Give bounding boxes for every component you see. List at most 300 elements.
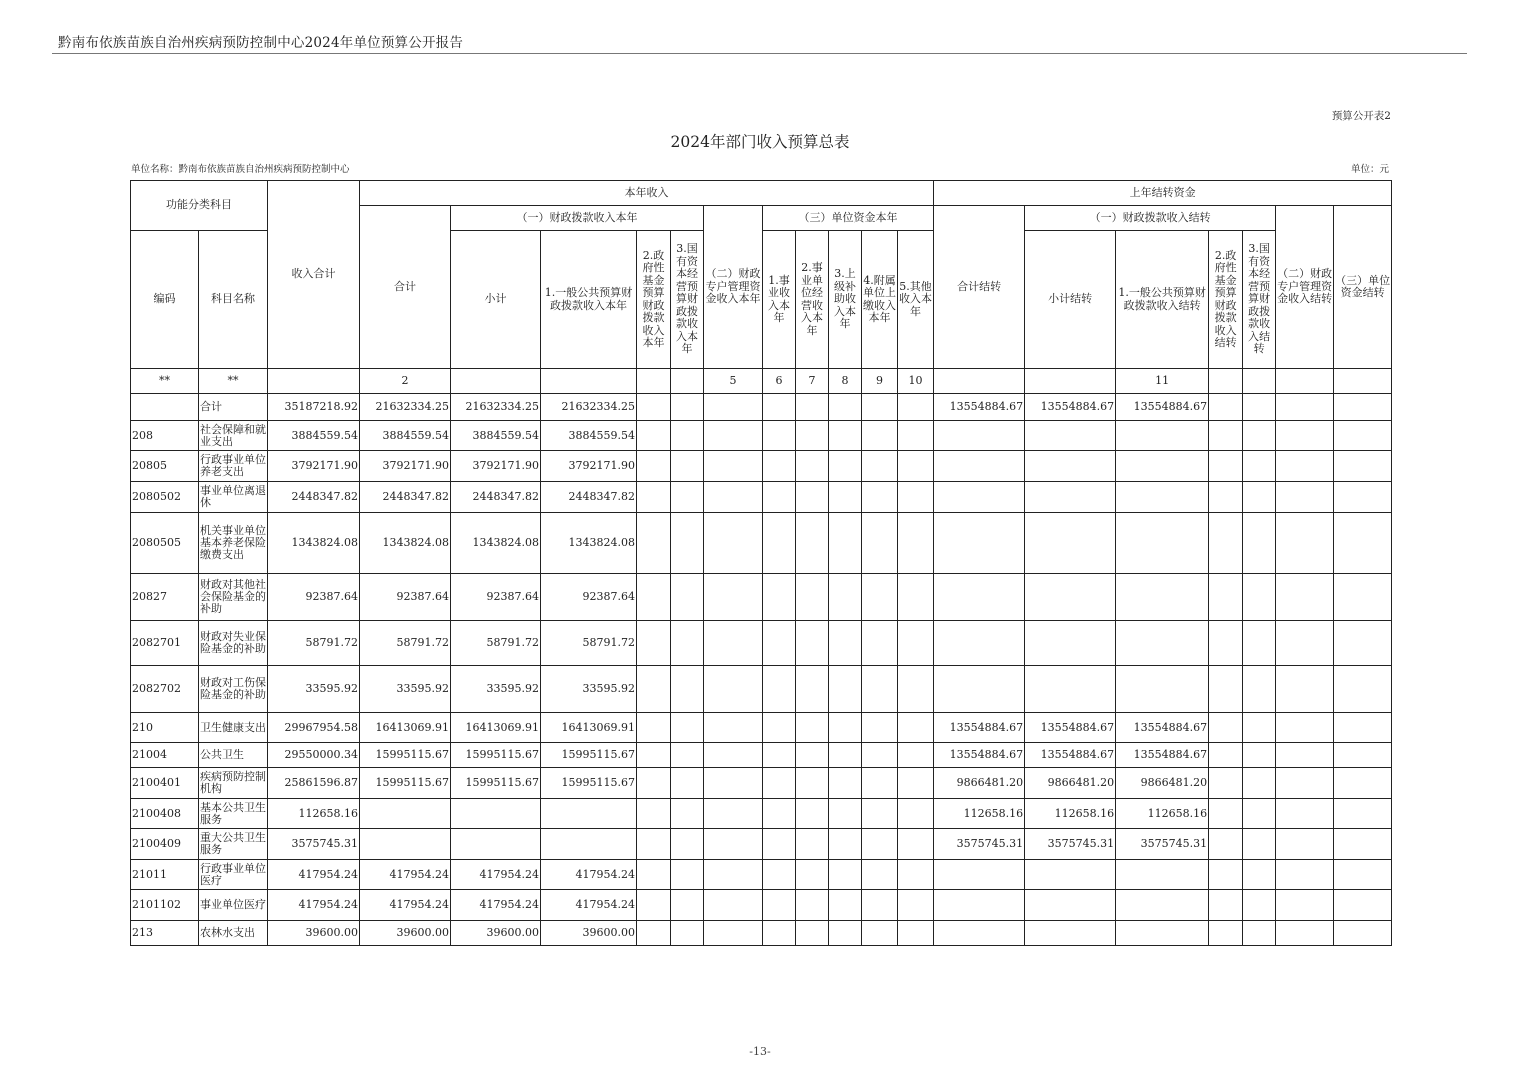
empty-cell: [829, 482, 862, 513]
empty-cell: [637, 799, 671, 829]
empty-cell: [898, 621, 934, 666]
current-total-cell: 417954.24: [360, 890, 451, 921]
empty-cell: [1334, 482, 1392, 513]
header-other-income: 5.其他收入本年: [898, 231, 934, 369]
empty-cell: [1209, 921, 1243, 946]
current-total-cell: [360, 829, 451, 860]
empty-cell: [862, 482, 898, 513]
header-subordinate-income: 4.附属单位上缴收入本年: [862, 231, 898, 369]
empty-cell: [862, 768, 898, 799]
general-carry-cell: [1116, 860, 1209, 890]
index-cell: [671, 369, 704, 394]
general-budget-cell: 58791.72: [541, 621, 637, 666]
income-total-cell: 417954.24: [268, 890, 360, 921]
subject-code: 2101102: [131, 890, 199, 921]
general-carry-cell: 13554884.67: [1116, 743, 1209, 768]
empty-cell: [637, 743, 671, 768]
empty-cell: [1276, 921, 1334, 946]
general-carry-cell: [1116, 890, 1209, 921]
empty-cell: [671, 482, 704, 513]
income-total-cell: 112658.16: [268, 799, 360, 829]
empty-cell: [704, 451, 763, 482]
empty-cell: [1334, 421, 1392, 451]
empty-cell: [1243, 394, 1276, 421]
empty-cell: [704, 421, 763, 451]
header-unit-carry: （三）单位资金结转: [1334, 206, 1392, 369]
empty-cell: [898, 743, 934, 768]
subject-code: 2080505: [131, 513, 199, 574]
empty-cell: [1276, 513, 1334, 574]
empty-cell: [898, 890, 934, 921]
subject-name: 卫生健康支出: [199, 713, 268, 743]
page-number: -13-: [749, 1045, 771, 1058]
general-budget-cell: 3884559.54: [541, 421, 637, 451]
empty-cell: [1276, 451, 1334, 482]
empty-cell: [829, 666, 862, 713]
empty-cell: [637, 482, 671, 513]
index-cell: [637, 369, 671, 394]
subject-code: 2100408: [131, 799, 199, 829]
empty-cell: [796, 890, 829, 921]
header-prior-year: 上年结转资金: [934, 181, 1392, 206]
empty-cell: [862, 574, 898, 621]
header-income-total: 收入合计: [268, 181, 360, 369]
empty-cell: [1209, 713, 1243, 743]
header-fiscal-current: （一）财政拨款收入本年: [451, 206, 704, 231]
index-cell: 10: [898, 369, 934, 394]
empty-cell: [898, 829, 934, 860]
header-unit-funds: （三）单位资金本年: [763, 206, 934, 231]
general-budget-cell: 15995115.67: [541, 768, 637, 799]
table-row: [131, 743, 1392, 768]
index-cell: [268, 369, 360, 394]
income-total-cell: 2448347.82: [268, 482, 360, 513]
header-fiscal-carry: （一）财政拨款收入结转: [1025, 206, 1276, 231]
table-row: [131, 921, 1392, 946]
empty-cell: [862, 860, 898, 890]
carry-total-cell: [934, 482, 1025, 513]
carry-subtotal-cell: [1025, 890, 1116, 921]
empty-cell: [763, 621, 796, 666]
fiscal-subtotal-cell: 1343824.08: [451, 513, 541, 574]
empty-cell: [1334, 768, 1392, 799]
empty-cell: [1243, 890, 1276, 921]
subject-code: 21011: [131, 860, 199, 890]
carry-subtotal-cell: [1025, 921, 1116, 946]
fiscal-subtotal-cell: 16413069.91: [451, 713, 541, 743]
subject-name: 行政事业单位养老支出: [199, 451, 268, 482]
empty-cell: [1243, 829, 1276, 860]
empty-cell: [862, 743, 898, 768]
empty-cell: [1276, 890, 1334, 921]
subject-name: 基本公共卫生服务: [199, 799, 268, 829]
empty-cell: [1276, 666, 1334, 713]
index-cell: **: [199, 369, 268, 394]
current-total-cell: 3792171.90: [360, 451, 451, 482]
empty-cell: [637, 829, 671, 860]
table-row: [131, 394, 1392, 421]
empty-cell: [671, 451, 704, 482]
empty-cell: [1334, 451, 1392, 482]
table-row: [131, 890, 1392, 921]
index-cell: 6: [763, 369, 796, 394]
empty-cell: [671, 890, 704, 921]
current-total-cell: 58791.72: [360, 621, 451, 666]
index-cell: 8: [829, 369, 862, 394]
running-header: 黔南布依族苗族自治州疾病预防控制中心2024年单位预算公开报告: [58, 35, 464, 51]
header-business-income: 1.事业收入本年: [763, 231, 796, 369]
carry-total-cell: [934, 451, 1025, 482]
budget-table: [130, 180, 1392, 946]
empty-cell: [829, 743, 862, 768]
empty-cell: [1334, 713, 1392, 743]
subject-code: 2080502: [131, 482, 199, 513]
general-carry-cell: 112658.16: [1116, 799, 1209, 829]
index-cell: [1025, 369, 1116, 394]
subject-code: [131, 394, 199, 421]
empty-cell: [898, 513, 934, 574]
general-carry-cell: 13554884.67: [1116, 394, 1209, 421]
empty-cell: [1276, 621, 1334, 666]
empty-cell: [898, 421, 934, 451]
empty-cell: [1243, 421, 1276, 451]
general-carry-cell: 3575745.31: [1116, 829, 1209, 860]
empty-cell: [1334, 513, 1392, 574]
empty-cell: [671, 574, 704, 621]
empty-cell: [637, 421, 671, 451]
empty-cell: [763, 743, 796, 768]
current-total-cell: 16413069.91: [360, 713, 451, 743]
income-total-cell: 417954.24: [268, 860, 360, 890]
empty-cell: [1334, 394, 1392, 421]
empty-cell: [763, 860, 796, 890]
empty-cell: [898, 666, 934, 713]
empty-cell: [898, 451, 934, 482]
empty-cell: [671, 829, 704, 860]
subject-code: 210: [131, 713, 199, 743]
carry-subtotal-cell: [1025, 451, 1116, 482]
index-cell: [1276, 369, 1334, 394]
empty-cell: [1209, 743, 1243, 768]
empty-cell: [829, 574, 862, 621]
table-body: [131, 369, 1392, 946]
table-row: [131, 713, 1392, 743]
empty-cell: [1243, 666, 1276, 713]
subject-code: 21004: [131, 743, 199, 768]
subject-code: 2082701: [131, 621, 199, 666]
empty-cell: [898, 921, 934, 946]
empty-cell: [829, 713, 862, 743]
empty-cell: [796, 860, 829, 890]
income-total-cell: 33595.92: [268, 666, 360, 713]
general-budget-cell: 417954.24: [541, 860, 637, 890]
unit-name: 单位名称：黔南布依族苗族自治州疾病预防控制中心: [131, 164, 350, 175]
empty-cell: [1209, 482, 1243, 513]
carry-total-cell: [934, 666, 1025, 713]
empty-cell: [704, 768, 763, 799]
table-row: [131, 621, 1392, 666]
empty-cell: [796, 574, 829, 621]
table-number: 预算公开表2: [1331, 110, 1391, 122]
header-special-account: （二）财政专户管理资金收入本年: [704, 206, 763, 369]
empty-cell: [763, 666, 796, 713]
carry-total-cell: [934, 621, 1025, 666]
empty-cell: [796, 394, 829, 421]
empty-cell: [796, 921, 829, 946]
empty-cell: [637, 921, 671, 946]
income-total-cell: 3884559.54: [268, 421, 360, 451]
subject-name: 合计: [199, 394, 268, 421]
carry-total-cell: [934, 574, 1025, 621]
current-total-cell: 3884559.54: [360, 421, 451, 451]
empty-cell: [1209, 513, 1243, 574]
index-cell: [934, 369, 1025, 394]
empty-cell: [671, 860, 704, 890]
subject-name: 财政对工伤保险基金的补助: [199, 666, 268, 713]
carry-subtotal-cell: 9866481.20: [1025, 768, 1116, 799]
subject-name: 疾病预防控制机构: [199, 768, 268, 799]
empty-cell: [1243, 921, 1276, 946]
empty-cell: [1209, 768, 1243, 799]
fiscal-subtotal-cell: 92387.64: [451, 574, 541, 621]
carry-total-cell: 112658.16: [934, 799, 1025, 829]
empty-cell: [704, 829, 763, 860]
subject-code: 20805: [131, 451, 199, 482]
index-cell: [541, 369, 637, 394]
empty-cell: [1334, 574, 1392, 621]
empty-cell: [1276, 421, 1334, 451]
empty-cell: [763, 394, 796, 421]
index-row: [131, 369, 1392, 394]
empty-cell: [1243, 482, 1276, 513]
subject-code: 208: [131, 421, 199, 451]
fiscal-subtotal-cell: [451, 799, 541, 829]
empty-cell: [637, 621, 671, 666]
index-cell: **: [131, 369, 199, 394]
subject-name: 行政事业单位医疗: [199, 860, 268, 890]
empty-cell: [1209, 451, 1243, 482]
fiscal-subtotal-cell: 21632334.25: [451, 394, 541, 421]
header-general-budget: 1.一般公共预算财政拨款收入本年: [541, 231, 637, 369]
empty-cell: [1209, 421, 1243, 451]
empty-cell: [1276, 829, 1334, 860]
general-budget-cell: 417954.24: [541, 890, 637, 921]
empty-cell: [671, 743, 704, 768]
empty-cell: [637, 890, 671, 921]
empty-cell: [704, 799, 763, 829]
empty-cell: [704, 574, 763, 621]
empty-cell: [1334, 829, 1392, 860]
index-cell: 2: [360, 369, 451, 394]
subject-code: 2100409: [131, 829, 199, 860]
general-carry-cell: [1116, 451, 1209, 482]
table-row: [131, 799, 1392, 829]
empty-cell: [1276, 394, 1334, 421]
empty-cell: [796, 799, 829, 829]
empty-cell: [829, 921, 862, 946]
income-total-cell: 3575745.31: [268, 829, 360, 860]
carry-subtotal-cell: [1025, 482, 1116, 513]
empty-cell: [796, 621, 829, 666]
index-cell: 11: [1116, 369, 1209, 394]
empty-cell: [1243, 574, 1276, 621]
empty-cell: [898, 574, 934, 621]
header-carry-subtotal: 小计结转: [1025, 231, 1116, 369]
empty-cell: [796, 421, 829, 451]
current-total-cell: 15995115.67: [360, 768, 451, 799]
header-name: 科目名称: [199, 231, 268, 369]
carry-total-cell: [934, 921, 1025, 946]
fiscal-subtotal-cell: 417954.24: [451, 890, 541, 921]
empty-cell: [763, 574, 796, 621]
empty-cell: [862, 890, 898, 921]
empty-cell: [704, 860, 763, 890]
table-row: [131, 513, 1392, 574]
header-operating-income: 2.事业单位经营收入本年: [796, 231, 829, 369]
fiscal-subtotal-cell: 58791.72: [451, 621, 541, 666]
empty-cell: [898, 713, 934, 743]
empty-cell: [862, 921, 898, 946]
general-budget-cell: 1343824.08: [541, 513, 637, 574]
empty-cell: [704, 921, 763, 946]
empty-cell: [763, 451, 796, 482]
empty-cell: [763, 482, 796, 513]
header-current-total: 合计: [360, 206, 451, 369]
empty-cell: [796, 482, 829, 513]
subject-code: 213: [131, 921, 199, 946]
empty-cell: [862, 666, 898, 713]
index-cell: [1243, 369, 1276, 394]
carry-subtotal-cell: 13554884.67: [1025, 394, 1116, 421]
income-total-cell: 35187218.92: [268, 394, 360, 421]
empty-cell: [1334, 743, 1392, 768]
empty-cell: [796, 713, 829, 743]
currency-unit: 单位：元: [1350, 164, 1389, 175]
empty-cell: [671, 713, 704, 743]
current-total-cell: 417954.24: [360, 860, 451, 890]
current-total-cell: 21632334.25: [360, 394, 451, 421]
fiscal-subtotal-cell: 417954.24: [451, 860, 541, 890]
empty-cell: [796, 743, 829, 768]
empty-cell: [796, 666, 829, 713]
fiscal-subtotal-cell: 3884559.54: [451, 421, 541, 451]
carry-subtotal-cell: [1025, 513, 1116, 574]
carry-subtotal-cell: [1025, 860, 1116, 890]
table-row: [131, 482, 1392, 513]
empty-cell: [671, 921, 704, 946]
empty-cell: [637, 513, 671, 574]
empty-cell: [1334, 921, 1392, 946]
empty-cell: [1209, 574, 1243, 621]
empty-cell: [862, 829, 898, 860]
income-total-cell: 29967954.58: [268, 713, 360, 743]
empty-cell: [898, 860, 934, 890]
empty-cell: [1243, 513, 1276, 574]
header-rule: [52, 53, 1467, 54]
empty-cell: [1334, 621, 1392, 666]
empty-cell: [1334, 666, 1392, 713]
subject-name: 财政对其他社会保险基金的补助: [199, 574, 268, 621]
income-total-cell: 25861596.87: [268, 768, 360, 799]
header-current-year: 本年收入: [360, 181, 934, 206]
subject-name: 农林水支出: [199, 921, 268, 946]
empty-cell: [637, 394, 671, 421]
carry-total-cell: 3575745.31: [934, 829, 1025, 860]
carry-total-cell: [934, 421, 1025, 451]
carry-subtotal-cell: [1025, 621, 1116, 666]
header-special-carry: （二）财政专户管理资金收入结转: [1276, 206, 1334, 369]
general-carry-cell: 13554884.67: [1116, 713, 1209, 743]
empty-cell: [704, 713, 763, 743]
table-row: [131, 666, 1392, 713]
header-func-class: 功能分类科目: [131, 181, 268, 231]
empty-cell: [704, 482, 763, 513]
empty-cell: [704, 621, 763, 666]
empty-cell: [1243, 743, 1276, 768]
empty-cell: [671, 621, 704, 666]
empty-cell: [829, 421, 862, 451]
index-cell: 5: [704, 369, 763, 394]
fiscal-subtotal-cell: 33595.92: [451, 666, 541, 713]
empty-cell: [671, 394, 704, 421]
empty-cell: [763, 829, 796, 860]
income-total-cell: 58791.72: [268, 621, 360, 666]
income-total-cell: 39600.00: [268, 921, 360, 946]
carry-total-cell: [934, 890, 1025, 921]
index-cell: [451, 369, 541, 394]
empty-cell: [1209, 890, 1243, 921]
subject-name: 事业单位离退休: [199, 482, 268, 513]
current-total-cell: 92387.64: [360, 574, 451, 621]
empty-cell: [1334, 799, 1392, 829]
empty-cell: [862, 451, 898, 482]
empty-cell: [1209, 394, 1243, 421]
empty-cell: [671, 421, 704, 451]
empty-cell: [829, 768, 862, 799]
empty-cell: [1276, 799, 1334, 829]
subject-name: 重大公共卫生服务: [199, 829, 268, 860]
empty-cell: [637, 451, 671, 482]
empty-cell: [1209, 799, 1243, 829]
empty-cell: [637, 574, 671, 621]
empty-cell: [637, 768, 671, 799]
general-carry-cell: [1116, 621, 1209, 666]
empty-cell: [1209, 666, 1243, 713]
header-gov-fund-carry: 2.政府性基金预算财政拨款收入结转: [1209, 231, 1243, 369]
header-general-carry: 1.一般公共预算财政拨款收入结转: [1116, 231, 1209, 369]
table-row: [131, 829, 1392, 860]
carry-subtotal-cell: 112658.16: [1025, 799, 1116, 829]
empty-cell: [862, 513, 898, 574]
income-total-cell: 1343824.08: [268, 513, 360, 574]
empty-cell: [704, 666, 763, 713]
carry-subtotal-cell: 13554884.67: [1025, 743, 1116, 768]
header-carry-total: 合计结转: [934, 206, 1025, 369]
general-budget-cell: [541, 799, 637, 829]
subject-name: 公共卫生: [199, 743, 268, 768]
empty-cell: [829, 799, 862, 829]
empty-cell: [862, 799, 898, 829]
general-budget-cell: 92387.64: [541, 574, 637, 621]
income-total-cell: 92387.64: [268, 574, 360, 621]
empty-cell: [829, 890, 862, 921]
general-carry-cell: [1116, 421, 1209, 451]
empty-cell: [1243, 799, 1276, 829]
carry-total-cell: 13554884.67: [934, 713, 1025, 743]
index-cell: [1334, 369, 1392, 394]
current-total-cell: 1343824.08: [360, 513, 451, 574]
index-cell: 7: [796, 369, 829, 394]
